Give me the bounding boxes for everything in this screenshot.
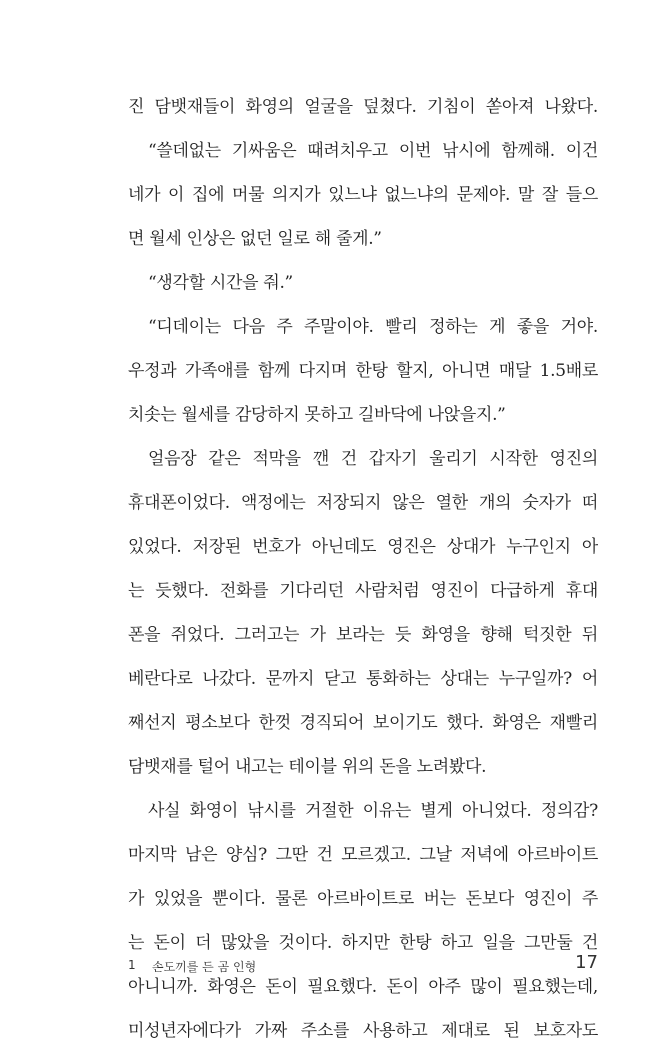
body-line: 진 담뱃재들이 화영의 얼굴을 덮쳤다. 기침이 쏟아져 나왔다. [128,97,598,117]
body-line: 휴대폰이었다. 액정에는 저장되지 않은 열한 개의 숫자가 떠 [128,493,598,513]
body-line: 마지막 남은 양심? 그딴 건 모르겠고. 그날 저녁에 아르바이트 [128,845,598,865]
body-line: 면 월세 인상은 없던 일로 해 줄게.” [128,229,382,249]
body-line: 우정과 가족애를 함께 다지며 한탕 할지, 아니면 매달 1.5배로 [128,361,598,381]
body-line: 베란다로 나갔다. 문까지 닫고 통화하는 상대는 누구일까? 어 [128,669,598,689]
body-line: 아니니까. 화영은 돈이 필요했다. 돈이 아주 많이 필요했는데, [128,977,598,997]
body-line: 는 돈이 더 많았을 것이다. 하지만 한탕 하고 일을 그만둘 건 [128,933,598,953]
body-line: 얼음장 같은 적막을 깬 건 갑자기 울리기 시작한 영진의 [148,449,598,469]
body-line: 있었다. 저장된 번호가 아닌데도 영진은 상대가 누구인지 아 [128,537,598,557]
chapter-number: 1 [128,958,136,972]
body-line: 미성년자에다가 가짜 주소를 사용하고 제대로 된 보호자도 [128,1021,598,1041]
page-number: 17 [575,952,598,973]
body-line: 사실 화영이 낚시를 거절한 이유는 별게 아니었다. 정의감? [148,801,598,821]
body-line: “디데이는 다음 주 주말이야. 빨리 정하는 게 좋을 거야. [148,317,598,337]
body-line: 째선지 평소보다 한껏 경직되어 보이기도 했다. 화영은 재빨리 [128,713,598,733]
body-line: 가 있었을 뿐이다. 물론 아르바이트로 버는 돈보다 영진이 주 [128,889,598,909]
body-line: “생각할 시간을 줘.” [148,273,293,293]
body-line: 네가 이 집에 머물 의지가 있느냐 없느냐의 문제야. 말 잘 들으 [128,185,598,205]
body-line: 담뱃재를 털어 내고는 테이블 위의 돈을 노려봤다. [128,757,487,777]
body-text [128,85,598,1053]
body-line: “쓸데없는 기싸움은 때려치우고 이번 낚시에 함께해. 이건 [148,141,598,161]
chapter-title: 손도끼를 든 곰 인형 [152,960,257,974]
page-footer [128,952,598,976]
body-line: 치솟는 월세를 감당하지 못하고 길바닥에 나앉을지.” [128,405,506,425]
body-line: 폰을 쥐었다. 그러고는 가 보라는 듯 화영을 향해 턱짓한 뒤 [128,625,598,645]
body-line: 는 듯했다. 전화를 기다리던 사람처럼 영진이 다급하게 휴대 [128,581,598,601]
